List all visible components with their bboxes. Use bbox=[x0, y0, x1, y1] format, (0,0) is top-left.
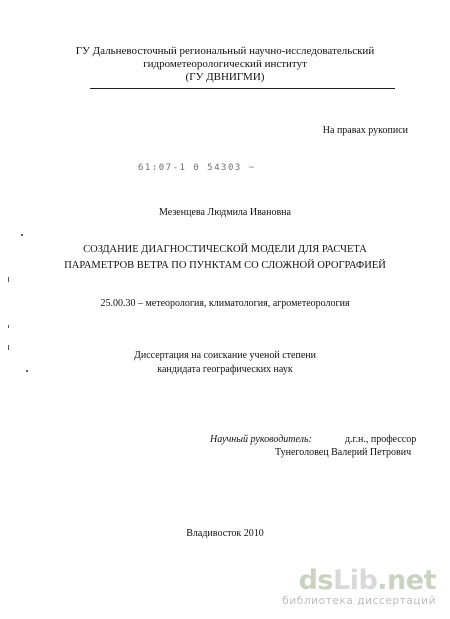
institution-name-line2: гидрометеорологический институт bbox=[143, 58, 307, 70]
dissertation-title-line1: СОЗДАНИЕ ДИАГНОСТИЧЕСКОЙ МОДЕЛИ ДЛЯ РАСЧЕТА bbox=[83, 244, 367, 255]
place-and-year: Владивосток 2010 bbox=[186, 528, 264, 539]
watermark-logo-lib: Lib bbox=[333, 565, 378, 596]
library-stamp: 61:07-1 0 54303 ~ bbox=[138, 163, 256, 173]
watermark-logo bbox=[299, 566, 436, 596]
dissertation-purpose-line1: Диссертация на соискание ученой степени bbox=[134, 350, 316, 361]
institution-name-line1: ГУ Дальневосточный региональный научно-исследовательский bbox=[75, 45, 375, 57]
scan-speck bbox=[26, 370, 28, 372]
advisor-label: Научный руководитель: bbox=[210, 434, 312, 445]
rights-note: На правах рукописи bbox=[322, 125, 408, 136]
watermark-logo-ds: ds bbox=[298, 565, 333, 596]
specialty-code: 25.00.30 – метеорология, климатология, агрометеорология bbox=[100, 298, 350, 309]
dissertation-title-line2: ПАРАМЕТРОВ ВЕТРА ПО ПУНКТАМ СО СЛОЖНОЙ ОРОГРАФИЕЙ bbox=[64, 260, 386, 271]
advisor-row bbox=[210, 433, 416, 447]
institution-abbreviation: (ГУ ДВНИГМИ) bbox=[185, 71, 265, 83]
dissertation-purpose-line2: кандидата географических наук bbox=[157, 364, 293, 375]
watermark-logo-net: .net bbox=[377, 565, 436, 596]
advisor-degree: д.г.н., профессор bbox=[344, 434, 417, 445]
header-divider bbox=[90, 88, 395, 89]
scan-mark bbox=[8, 325, 9, 328]
scan-mark bbox=[8, 345, 9, 350]
author-name: Мезенцева Людмила Ивановна bbox=[159, 207, 291, 218]
scan-mark bbox=[8, 277, 9, 282]
watermark-subtitle: библиотека диссертаций bbox=[282, 595, 436, 607]
advisor-name: Тунеголовец Валерий Петрович bbox=[275, 447, 412, 458]
scan-speck bbox=[21, 234, 23, 236]
